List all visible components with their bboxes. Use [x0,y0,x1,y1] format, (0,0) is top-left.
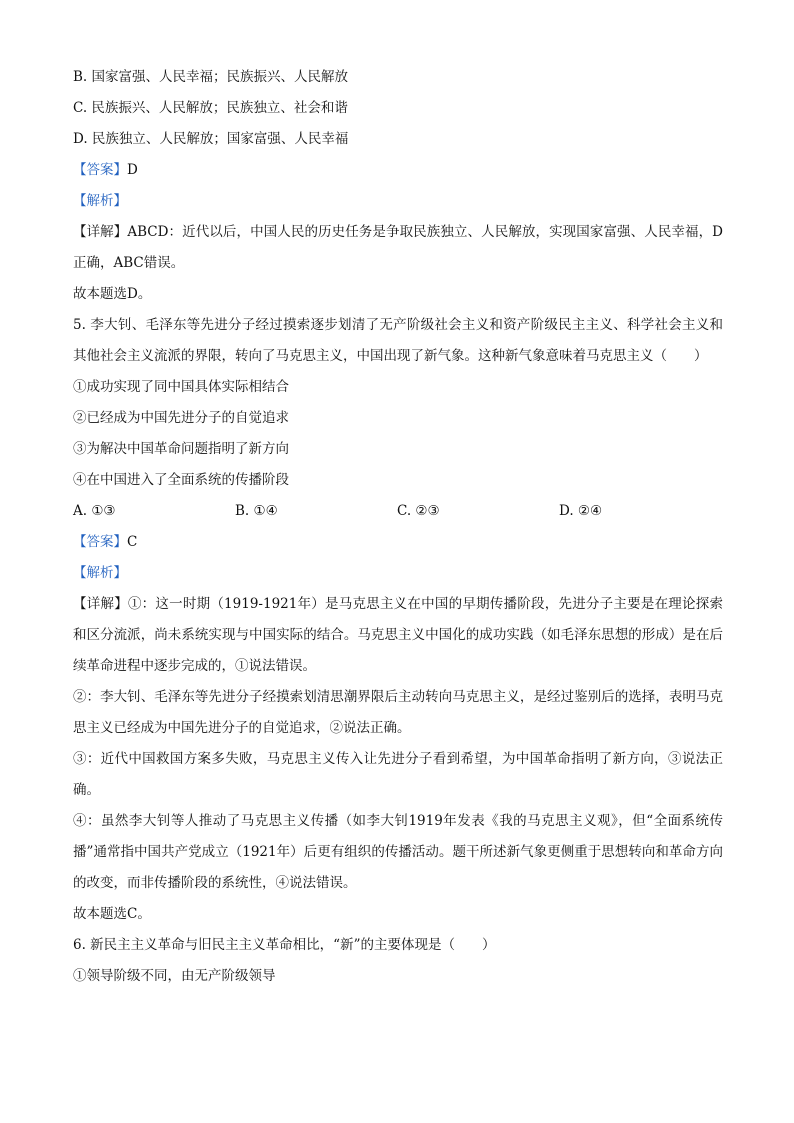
q4-option-b: B. 国家富强、人民幸福；民族振兴、人民解放 [73,69,349,85]
detail-text: ABCD：近代以后，中国人民的历史任务是争取民族独立、人民解放，实现国家富强、人民幸福，D正确，ABC错误。 [73,224,724,271]
q5-choice-b: B. ①④ [235,503,278,519]
q4-detail [73,217,723,279]
q4-option-c: C. 民族振兴、人民解放；民族独立、社会和谐 [73,100,348,116]
q6-stem: 6. 新民主主义革命与旧民主主义革命相比，“新”的主要体现是（ ） [73,937,496,953]
answer-label: 【答案】 [73,162,127,178]
q5-conclusion: 故本题选C。 [73,906,151,922]
q5-choice-c: C. ②③ [397,503,440,519]
q5-analysis [73,558,723,589]
detail-label: 【详解】 [73,224,128,240]
q5-choice-d: D. ②④ [559,503,603,519]
q5-detail-1 [73,589,723,682]
q5-stem: 5. 李大钊、毛泽东等先进分子经过摸索逐步划清了无产阶级社会主义和资产阶级民主主义、科学社会主义和其他社会主义流派的界限，转向了马克思主义，中国出现了新气象。这种新气象意味着马克思主义（ ） [73,317,723,364]
q5-statement-2: ②已经成为中国先进分子的自觉追求 [73,410,289,426]
analysis-label: 【解析】 [73,565,127,581]
answer-value: C [127,534,138,550]
q5-statement-3: ③为解决中国革命问题指明了新方向 [73,441,289,457]
q4-analysis [73,186,723,217]
detail-text: ①：这一时期（1919-1921年）是马克思主义在中国的早期传播阶段，先进分子主要是在理论探索和区分流派，尚未系统实现与中国实际的结合。马克思主义中国化的成功实践（如毛泽东思想的形成）是在后续革命进程中逐步完成的，①说法错误。 [73,596,724,674]
answer-value: D [127,162,138,178]
q5-detail-4: ④：虽然李大钊等人推动了马克思主义传播（如李大钊1919年发表《我的马克思主义观》，但“全面系统传播”通常指中国共产党成立（1921年）后更有组织的传播活动。题干所述新气象更侧重于思想转向和革命方向的改变，而非传播阶段的系统性，④说法错误。 [73,813,723,891]
q5-answer [73,527,723,558]
q5-choices [73,496,723,527]
q4-answer [73,155,723,186]
analysis-label: 【解析】 [73,193,127,209]
answer-label: 【答案】 [73,534,127,550]
q4-conclusion: 故本题选D。 [73,286,152,302]
q5-choice-a: A. ①③ [73,503,116,519]
detail-label: 【详解】 [73,596,128,612]
q5-statement-4: ④在中国进入了全面系统的传播阶段 [73,472,289,488]
q6-statement-1: ①领导阶级不同，由无产阶级领导 [73,968,276,984]
q4-option-d: D. 民族独立、人民解放；国家富强、人民幸福 [73,131,349,147]
q5-detail-2: ②：李大钊、毛泽东等先进分子经摸索划清思潮界限后主动转向马克思主义，是经过鉴别后的选择，表明马克思主义已经成为中国先进分子的自觉追求，②说法正确。 [73,689,723,736]
q5-statement-1: ①成功实现了同中国具体实际相结合 [73,379,289,395]
document-page [73,62,723,992]
q5-detail-3: ③：近代中国救国方案多失败，马克思主义传入让先进分子看到希望，为中国革命指明了新方向，③说法正确。 [73,751,723,798]
